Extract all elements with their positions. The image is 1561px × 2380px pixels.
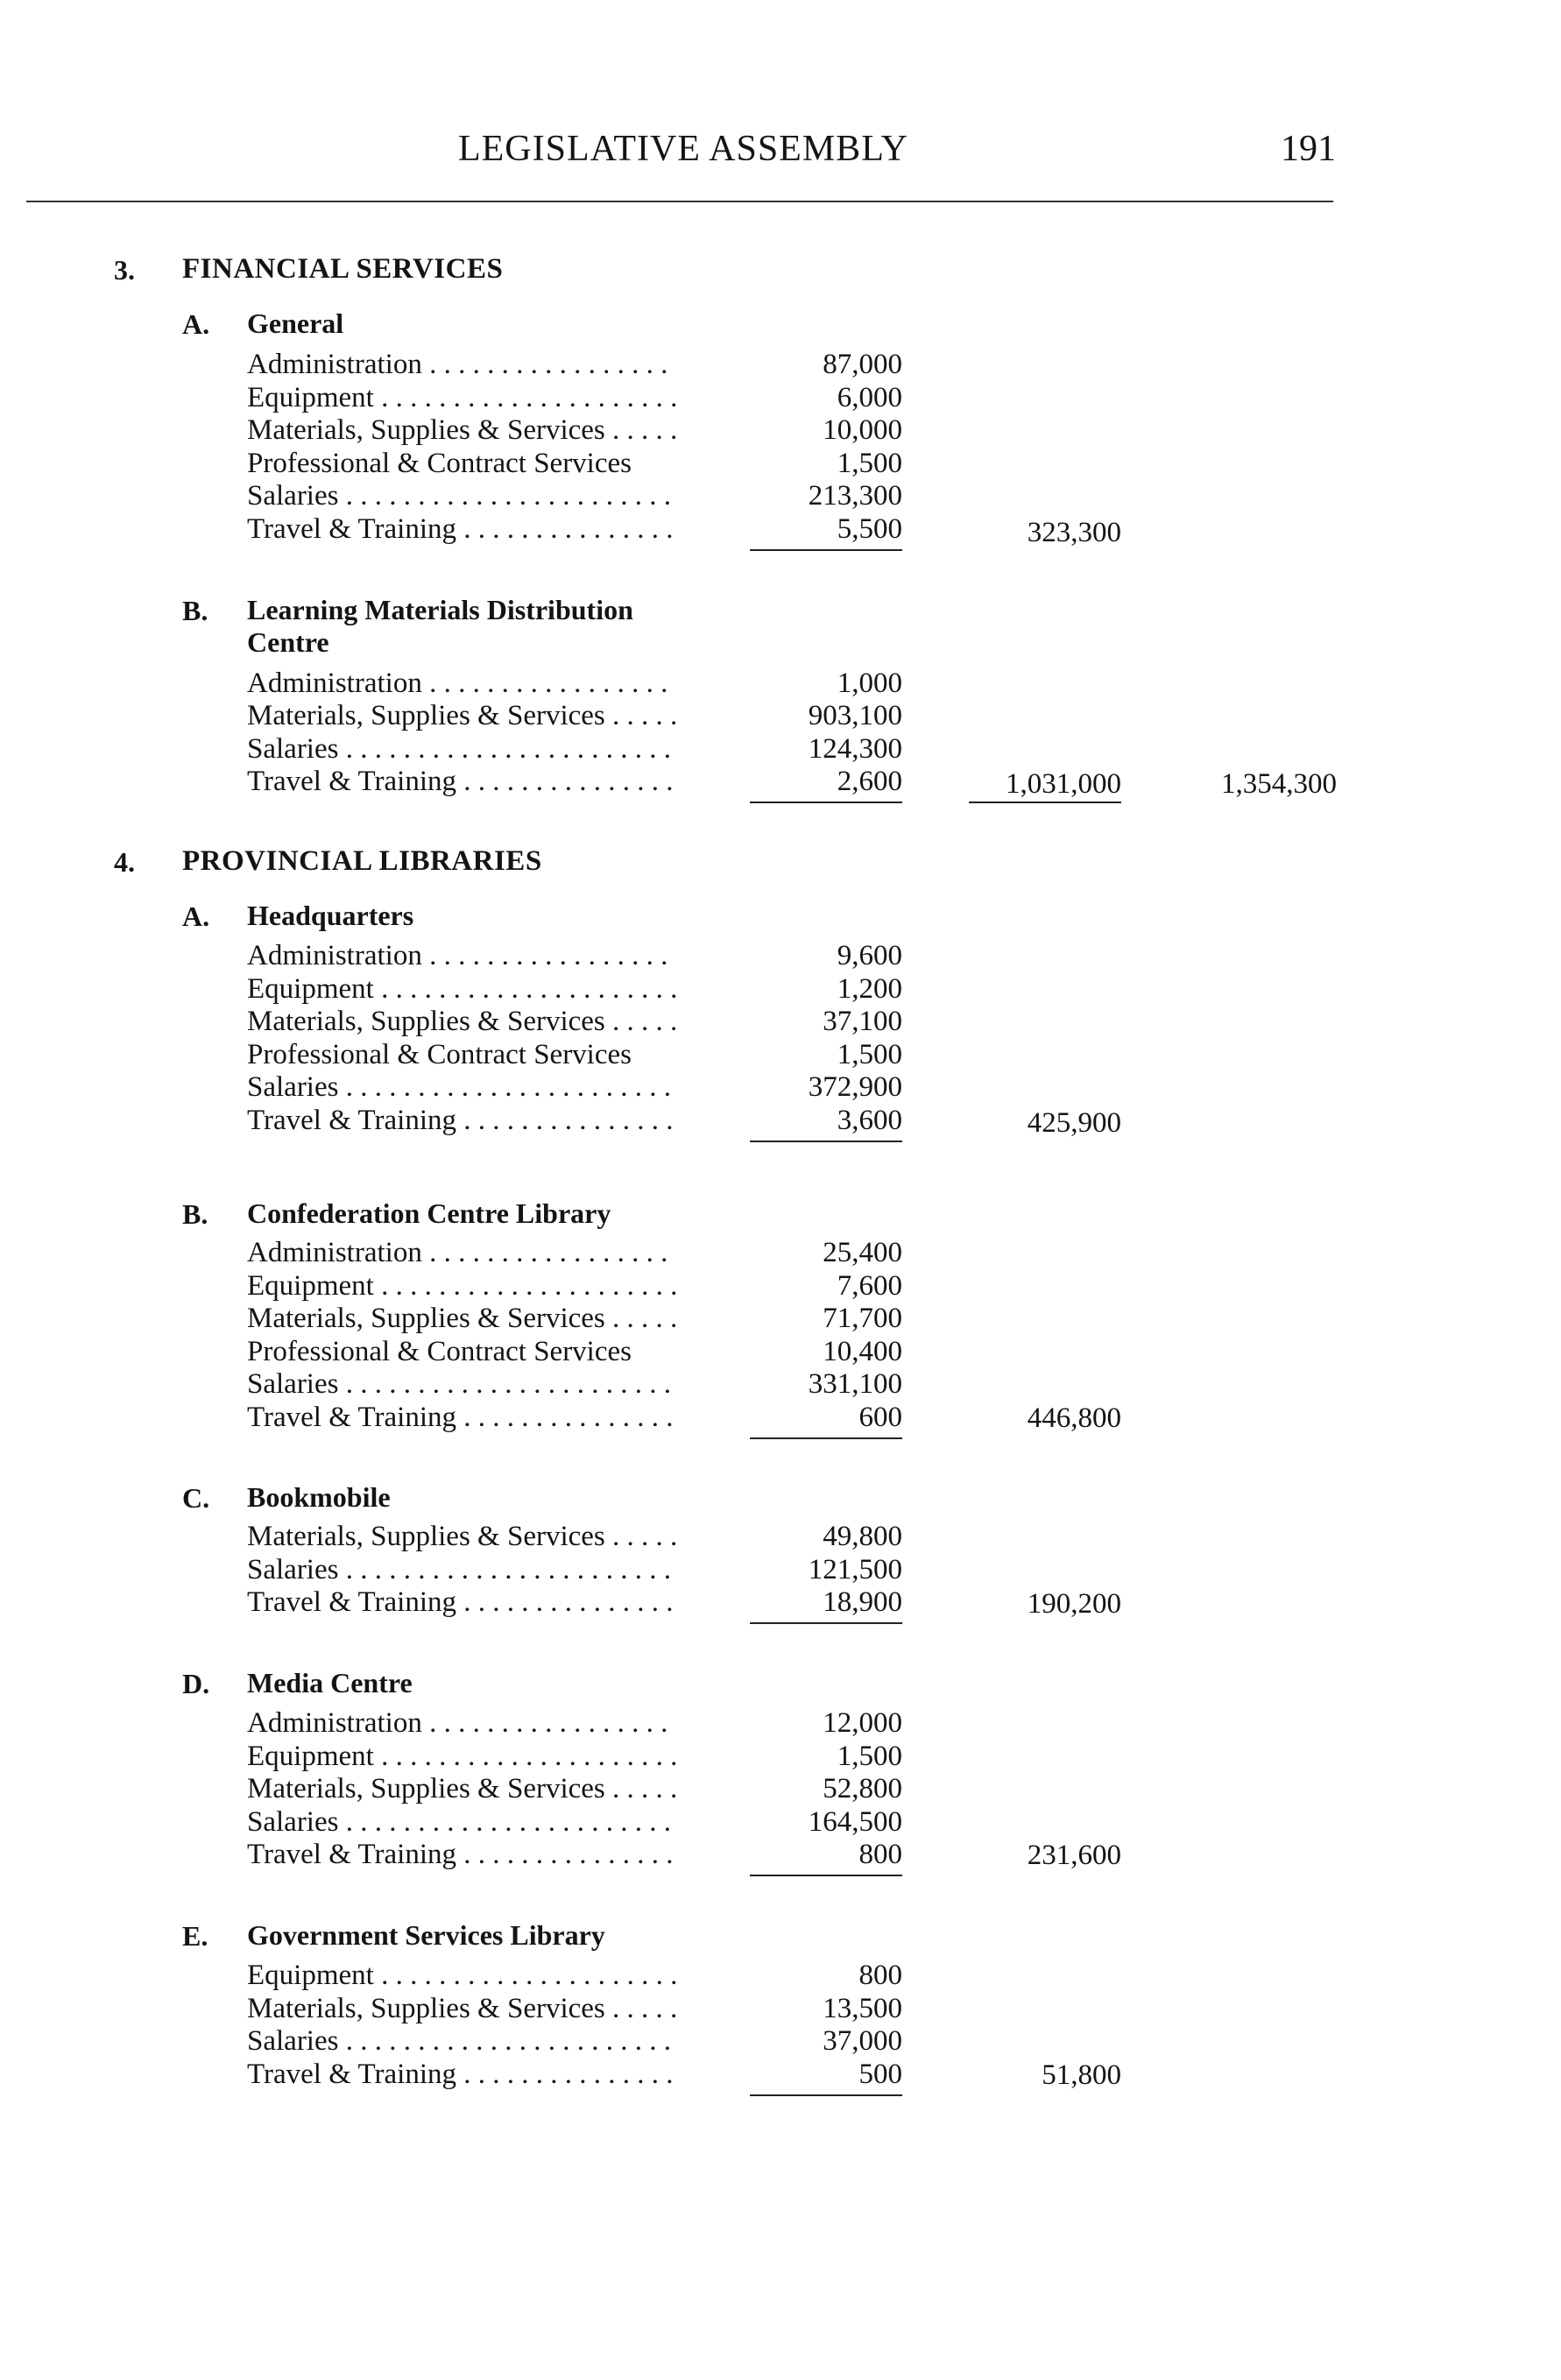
line-item: [247, 512, 676, 546]
line-item-label: Travel & Training: [247, 1839, 456, 1870]
leader-dots: [338, 1554, 676, 1585]
leader-dots: [605, 1993, 676, 2024]
line-item-amount: 37,000: [823, 2025, 902, 2057]
subsection-title: Headquarters: [247, 900, 414, 931]
line-item-label: Materials, Supplies & Services: [247, 1521, 605, 1552]
line-item-amount: 903,100: [808, 700, 902, 731]
section-title: FINANCIAL SERVICES: [182, 253, 504, 285]
line-item-label: Administration: [247, 1237, 422, 1268]
subsection-letter: C.: [182, 1482, 210, 1514]
line-item-label: Materials, Supplies & Services: [247, 414, 605, 446]
subsection-title-line2: Centre: [247, 626, 329, 658]
line-item-amount: 9,600: [837, 940, 902, 971]
line-item-label: Salaries: [247, 733, 339, 765]
sum-rule: [750, 549, 902, 551]
line-item-label: Administration: [247, 940, 422, 971]
line-item: [247, 1104, 676, 1137]
line-item-amount: 13,500: [823, 1993, 902, 2024]
subsection-title: Bookmobile: [247, 1481, 391, 1513]
line-item: [247, 1236, 676, 1269]
subsection-subtotal: 446,800: [1027, 1402, 1121, 1434]
line-item-amount: 10,400: [823, 1336, 902, 1367]
leader-dots: [422, 1707, 676, 1739]
line-item-amount: 49,800: [823, 1521, 902, 1552]
line-item-label: Equipment: [247, 1270, 374, 1302]
leader-dots: [605, 700, 676, 731]
subsection-title: Media Centre: [247, 1667, 413, 1698]
line-item-amount: 7,600: [837, 1270, 902, 1302]
line-item-label: Materials, Supplies & Services: [247, 1773, 605, 1804]
line-item: [247, 1038, 676, 1071]
line-item: [247, 348, 676, 381]
subsection-subtotal: 51,800: [1042, 2059, 1121, 2091]
page-header-title: LEGISLATIVE ASSEMBLY: [458, 129, 908, 169]
header-divider: [26, 201, 1333, 202]
line-item-label: Salaries: [247, 1806, 339, 1838]
line-item-amount: 1,000: [837, 667, 902, 699]
subsection-subtotal: 323,300: [1027, 517, 1121, 548]
leader-dots: [338, 480, 676, 512]
line-item: [247, 1302, 676, 1335]
subsection-letter: B.: [182, 1198, 208, 1230]
leader-dots: [422, 1237, 676, 1268]
line-item-amount: 18,900: [823, 1586, 902, 1618]
line-item: [247, 2024, 676, 2058]
line-item-label: Salaries: [247, 1368, 339, 1400]
line-item-amount: 600: [858, 1402, 902, 1433]
leader-dots: [374, 1960, 676, 1991]
line-item-amount: 331,100: [808, 1368, 902, 1400]
line-item-amount: 1,500: [837, 1039, 902, 1070]
subsection-letter: D.: [182, 1668, 210, 1699]
section-total: 1,354,300: [1221, 768, 1337, 800]
line-item-label: Equipment: [247, 1960, 374, 1991]
line-item-label: Materials, Supplies & Services: [247, 700, 605, 731]
line-item-amount: 124,300: [808, 733, 902, 765]
line-item-amount: 37,100: [823, 1006, 902, 1037]
line-item-label: Salaries: [247, 1071, 339, 1103]
line-item-amount: 213,300: [808, 480, 902, 512]
subsection-subtotal: 231,600: [1027, 1840, 1121, 1871]
leader-dots: [605, 414, 676, 446]
line-item-label: Travel & Training: [247, 2059, 456, 2090]
line-item-amount: 12,000: [823, 1707, 902, 1739]
line-item: [247, 1838, 676, 1871]
line-item: [247, 1740, 676, 1773]
subsection-letter: A.: [182, 900, 210, 932]
line-item-label: Professional & Contract Services: [247, 448, 632, 479]
line-item-amount: 800: [858, 1960, 902, 1991]
leader-dots: [605, 1773, 676, 1804]
leader-dots: [422, 940, 676, 971]
line-item-amount: 1,500: [837, 1741, 902, 1772]
line-item: [247, 1585, 676, 1619]
line-item-label: Salaries: [247, 480, 339, 512]
leader-dots: [456, 2059, 676, 2090]
line-item-amount: 10,000: [823, 414, 902, 446]
leader-dots: [374, 1270, 676, 1302]
line-item-label: Travel & Training: [247, 766, 456, 797]
line-item-amount: 25,400: [823, 1237, 902, 1268]
line-item-label: Materials, Supplies & Services: [247, 1006, 605, 1037]
leader-dots: [374, 973, 676, 1005]
line-item: [247, 939, 676, 972]
leader-dots: [456, 1586, 676, 1618]
line-item-amount: 800: [858, 1839, 902, 1870]
line-item: [247, 447, 676, 480]
line-item: [247, 699, 676, 732]
line-item-label: Travel & Training: [247, 513, 456, 545]
leader-dots: [338, 1071, 676, 1103]
leader-dots: [422, 349, 676, 380]
line-item: [247, 1706, 676, 1740]
line-item-amount: 5,500: [837, 513, 902, 545]
sum-rule: [750, 1622, 902, 1624]
line-item-amount: 1,500: [837, 448, 902, 479]
leader-dots: [422, 667, 676, 699]
line-item: [247, 1772, 676, 1805]
line-item-label: Materials, Supplies & Services: [247, 1993, 605, 2024]
leader-dots: [605, 1006, 676, 1037]
subsection-title: Government Services Library: [247, 1919, 605, 1951]
line-item-label: Professional & Contract Services: [247, 1336, 632, 1367]
line-item: [247, 1367, 676, 1401]
line-item: [247, 1805, 676, 1839]
section-title: PROVINCIAL LIBRARIES: [182, 845, 542, 877]
line-item-amount: 6,000: [837, 382, 902, 413]
page-number: 191: [1281, 129, 1336, 169]
section-number: 3.: [114, 254, 135, 286]
line-item-label: Travel & Training: [247, 1402, 456, 1433]
leader-dots: [456, 766, 676, 797]
leader-dots: [456, 1839, 676, 1870]
sum-rule: [750, 1437, 902, 1439]
section-number: 4.: [114, 846, 135, 878]
line-item: [247, 1335, 676, 1368]
line-item-amount: 372,900: [808, 1071, 902, 1103]
line-item: [247, 667, 676, 700]
subsection-title-line1: Learning Materials Distribution: [247, 594, 633, 625]
line-item-label: Salaries: [247, 1554, 339, 1585]
subsection-subtotal: 425,900: [1027, 1107, 1121, 1139]
line-item: [247, 381, 676, 414]
leader-dots: [338, 1368, 676, 1400]
leader-dots: [338, 733, 676, 765]
line-item: [247, 1005, 676, 1038]
line-item: [247, 1553, 676, 1586]
leader-dots: [338, 1806, 676, 1838]
subsection-letter: A.: [182, 308, 210, 340]
line-item-label: Equipment: [247, 973, 374, 1005]
sum-rule: [750, 802, 902, 803]
leader-dots: [338, 2025, 676, 2057]
leader-dots: [456, 1402, 676, 1433]
line-item-amount: 500: [858, 2059, 902, 2090]
line-item: [247, 1992, 676, 2025]
line-item: [247, 1070, 676, 1104]
sum-rule: [750, 1141, 902, 1142]
line-item-amount: 3,600: [837, 1105, 902, 1136]
line-item: [247, 732, 676, 766]
subsection-subtotal: 1,031,000: [1006, 768, 1121, 800]
subsection-letter: E.: [182, 1920, 208, 1952]
leader-dots: [605, 1521, 676, 1552]
line-item-amount: 87,000: [823, 349, 902, 380]
sum-rule: [750, 1875, 902, 1876]
line-item-label: Salaries: [247, 2025, 339, 2057]
line-item-amount: 1,200: [837, 973, 902, 1005]
line-item-label: Administration: [247, 1707, 422, 1739]
line-item-label: Administration: [247, 349, 422, 380]
sum-rule: [969, 802, 1121, 803]
line-item: [247, 1269, 676, 1303]
line-item: [247, 479, 676, 512]
leader-dots: [456, 513, 676, 545]
leader-dots: [374, 382, 676, 413]
line-item: [247, 1959, 676, 1992]
line-item-amount: 121,500: [808, 1554, 902, 1585]
line-item-amount: 71,700: [823, 1303, 902, 1334]
line-item-label: Administration: [247, 667, 422, 699]
subsection-subtotal: 190,200: [1027, 1588, 1121, 1620]
line-item-label: Travel & Training: [247, 1105, 456, 1136]
subsection-title: General: [247, 307, 344, 339]
line-item-label: Professional & Contract Services: [247, 1039, 632, 1070]
subsection-letter: B.: [182, 595, 208, 626]
line-item: [247, 972, 676, 1006]
leader-dots: [374, 1741, 676, 1772]
line-item: [247, 1401, 676, 1434]
line-item-label: Travel & Training: [247, 1586, 456, 1618]
line-item: [247, 413, 676, 447]
leader-dots: [456, 1105, 676, 1136]
line-item-amount: 164,500: [808, 1806, 902, 1838]
line-item-amount: 52,800: [823, 1773, 902, 1804]
leader-dots: [605, 1303, 676, 1334]
line-item-label: Equipment: [247, 1741, 374, 1772]
subsection-title: Confederation Centre Library: [247, 1197, 611, 1229]
line-item: [247, 1520, 676, 1553]
line-item: [247, 2058, 676, 2091]
line-item-label: Materials, Supplies & Services: [247, 1303, 605, 1334]
sum-rule: [750, 2094, 902, 2096]
line-item-amount: 2,600: [837, 766, 902, 797]
line-item: [247, 765, 676, 798]
line-item-label: Equipment: [247, 382, 374, 413]
